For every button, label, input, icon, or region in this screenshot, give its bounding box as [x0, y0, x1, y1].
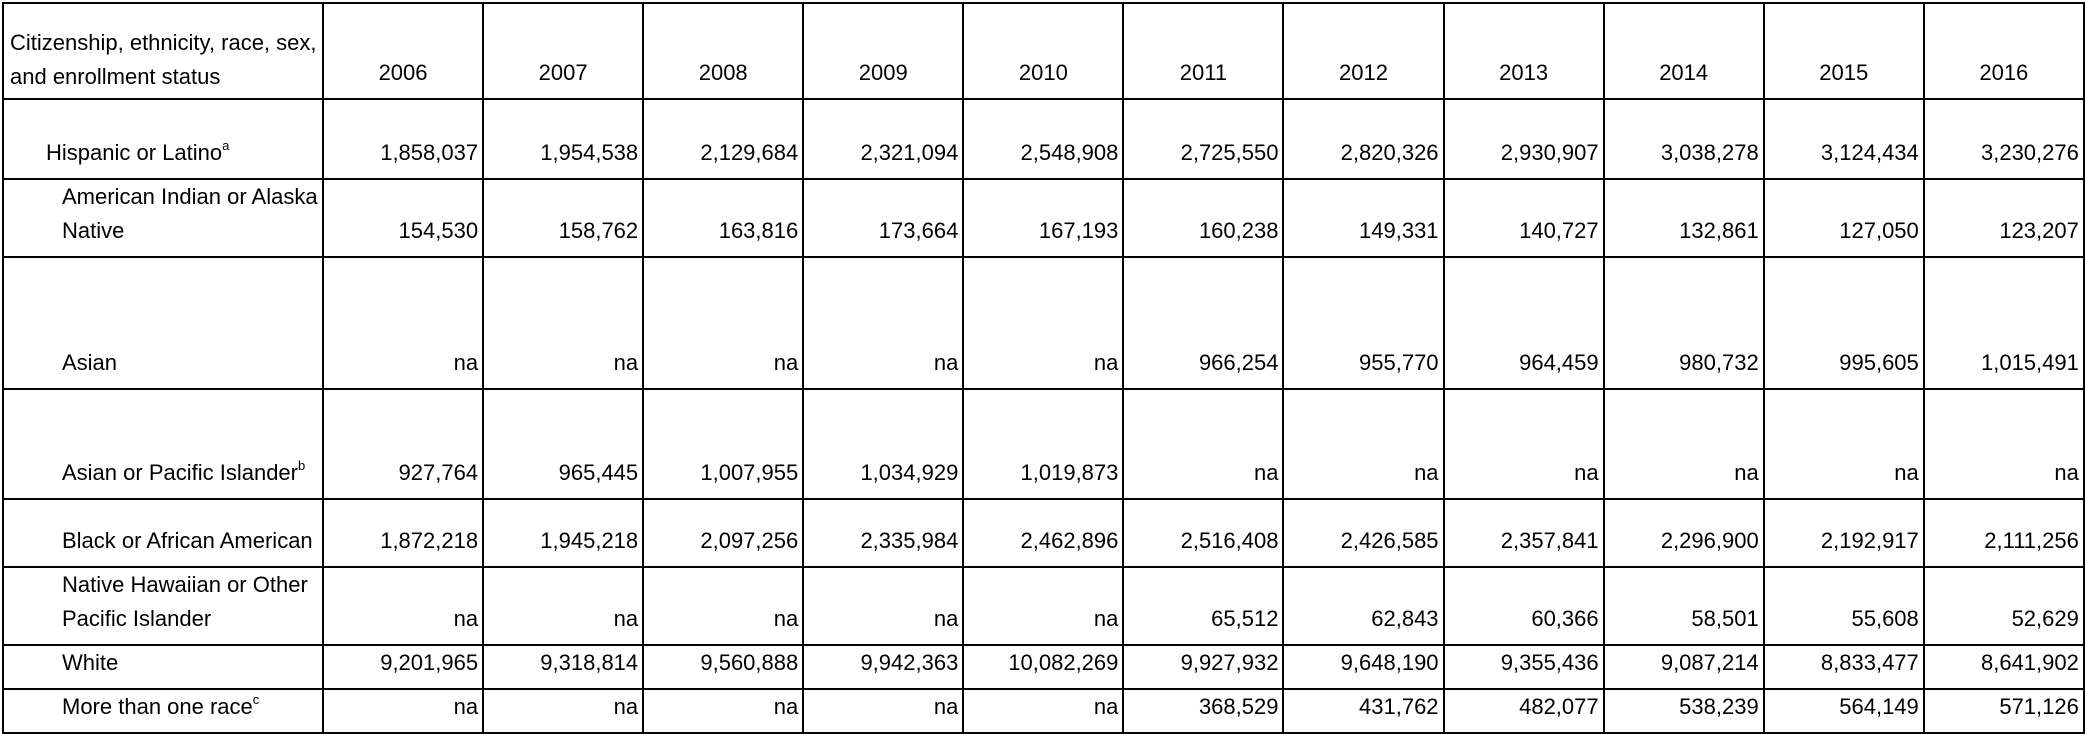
table-cell: 123,207: [1924, 179, 2084, 257]
table-cell: na: [1924, 389, 2084, 499]
table-cell: 2,321,094: [803, 99, 963, 179]
table-cell: 1,954,538: [483, 99, 643, 179]
table-cell: 965,445: [483, 389, 643, 499]
table-cell: na: [643, 689, 803, 733]
table-cell: na: [1604, 389, 1764, 499]
table-cell: 158,762: [483, 179, 643, 257]
table-cell: na: [643, 257, 803, 389]
table-cell: 55,608: [1764, 567, 1924, 645]
row-label: [3, 567, 323, 645]
table-cell: 2,462,896: [963, 499, 1123, 567]
table-cell: 368,529: [1123, 689, 1283, 733]
year-header: 2015: [1764, 3, 1924, 99]
table-cell: 1,019,873: [963, 389, 1123, 499]
table-cell: 9,927,932: [1123, 645, 1283, 689]
table-cell: 564,149: [1764, 689, 1924, 733]
table-row: [3, 179, 2084, 257]
footnote-marker: b: [298, 457, 306, 473]
table-row: [3, 645, 2084, 689]
table-cell: na: [803, 567, 963, 645]
table-cell: 9,201,965: [323, 645, 483, 689]
table-cell: 980,732: [1604, 257, 1764, 389]
row-label: [3, 645, 323, 689]
table-cell: 538,239: [1604, 689, 1764, 733]
table-body: [3, 99, 2084, 733]
table-cell: na: [323, 567, 483, 645]
table-cell: 9,648,190: [1283, 645, 1443, 689]
table-cell: na: [323, 257, 483, 389]
row-label-text: Hispanic or Latino: [46, 140, 223, 165]
year-header: 2008: [643, 3, 803, 99]
table-cell: 9,355,436: [1444, 645, 1604, 689]
table-cell: 132,861: [1604, 179, 1764, 257]
table-row: [3, 389, 2084, 499]
table-cell: 955,770: [1283, 257, 1443, 389]
table-cell: 1,015,491: [1924, 257, 2084, 389]
footnote-marker: c: [252, 691, 260, 707]
table-cell: 2,296,900: [1604, 499, 1764, 567]
year-header: 2006: [323, 3, 483, 99]
year-header: 2014: [1604, 3, 1764, 99]
table-cell: na: [1123, 389, 1283, 499]
table-cell: 52,629: [1924, 567, 2084, 645]
table-cell: 3,124,434: [1764, 99, 1924, 179]
row-label: [3, 257, 323, 389]
table-cell: 65,512: [1123, 567, 1283, 645]
row-label-text: More than one race: [62, 694, 253, 719]
table-cell: 1,872,218: [323, 499, 483, 567]
table-cell: 431,762: [1283, 689, 1443, 733]
table-cell: 2,111,256: [1924, 499, 2084, 567]
table-cell: 62,843: [1283, 567, 1443, 645]
table-cell: 163,816: [643, 179, 803, 257]
row-label-text: Native Hawaiian or Other Pacific Islander: [62, 572, 308, 631]
table-cell: na: [483, 257, 643, 389]
table-cell: 2,930,907: [1444, 99, 1604, 179]
table-cell: na: [643, 567, 803, 645]
table-cell: na: [963, 689, 1123, 733]
table-cell: 3,038,278: [1604, 99, 1764, 179]
table-cell: 571,126: [1924, 689, 2084, 733]
table-cell: 10,082,269: [963, 645, 1123, 689]
footnote-marker: a: [222, 137, 230, 153]
row-label-text: White: [62, 650, 119, 675]
year-header: 2013: [1444, 3, 1604, 99]
table-cell: 160,238: [1123, 179, 1283, 257]
table-cell: na: [803, 257, 963, 389]
table-cell: 2,357,841: [1444, 499, 1604, 567]
table-cell: na: [483, 567, 643, 645]
table-cell: 1,945,218: [483, 499, 643, 567]
table-cell: 9,318,814: [483, 645, 643, 689]
year-header: 2012: [1283, 3, 1443, 99]
table-cell: 2,129,684: [643, 99, 803, 179]
table-cell: 140,727: [1444, 179, 1604, 257]
table-cell: na: [323, 689, 483, 733]
row-label: [3, 689, 323, 733]
enrollment-table: [2, 2, 2085, 734]
table-cell: 9,087,214: [1604, 645, 1764, 689]
year-header: 2010: [963, 3, 1123, 99]
table-cell: 1,007,955: [643, 389, 803, 499]
year-header: 2011: [1123, 3, 1283, 99]
table-cell: 2,548,908: [963, 99, 1123, 179]
table-cell: 8,833,477: [1764, 645, 1924, 689]
row-label: [3, 99, 323, 179]
table-cell: 1,034,929: [803, 389, 963, 499]
table-cell: 2,820,326: [1283, 99, 1443, 179]
table-cell: 9,942,363: [803, 645, 963, 689]
table-cell: 964,459: [1444, 257, 1604, 389]
table-cell: 173,664: [803, 179, 963, 257]
table-cell: 927,764: [323, 389, 483, 499]
table-cell: 2,097,256: [643, 499, 803, 567]
table-cell: 9,560,888: [643, 645, 803, 689]
table-cell: na: [963, 257, 1123, 389]
table-cell: na: [803, 689, 963, 733]
table-row: [3, 567, 2084, 645]
row-label: [3, 499, 323, 567]
corner-header: Citizenship, ethnicity, race, sex, and enrollment status: [3, 3, 323, 99]
table-row: [3, 499, 2084, 567]
header-row: [3, 3, 2084, 99]
table-cell: na: [483, 689, 643, 733]
table-row: [3, 99, 2084, 179]
table-row: [3, 257, 2084, 389]
table-cell: 482,077: [1444, 689, 1604, 733]
table-cell: 995,605: [1764, 257, 1924, 389]
table-cell: 2,426,585: [1283, 499, 1443, 567]
row-label: [3, 179, 323, 257]
table-cell: 154,530: [323, 179, 483, 257]
table-row: [3, 689, 2084, 733]
table-cell: 58,501: [1604, 567, 1764, 645]
table-cell: 2,335,984: [803, 499, 963, 567]
table-cell: 2,516,408: [1123, 499, 1283, 567]
table-cell: na: [963, 567, 1123, 645]
year-header: 2016: [1924, 3, 2084, 99]
table-cell: 3,230,276: [1924, 99, 2084, 179]
table-cell: 2,725,550: [1123, 99, 1283, 179]
year-header: 2009: [803, 3, 963, 99]
table-cell: na: [1764, 389, 1924, 499]
table-cell: 149,331: [1283, 179, 1443, 257]
table-cell: 1,858,037: [323, 99, 483, 179]
row-label-text: American Indian or Alaska Native: [62, 184, 318, 243]
table-cell: 60,366: [1444, 567, 1604, 645]
year-header: 2007: [483, 3, 643, 99]
row-label: [3, 389, 323, 499]
row-label-text: Asian: [62, 350, 118, 375]
table-cell: 966,254: [1123, 257, 1283, 389]
table-cell: 127,050: [1764, 179, 1924, 257]
table-cell: na: [1444, 389, 1604, 499]
table-cell: na: [1283, 389, 1443, 499]
table-cell: 2,192,917: [1764, 499, 1924, 567]
table-cell: 167,193: [963, 179, 1123, 257]
row-label-text: Black or African American: [62, 528, 313, 553]
row-label-text: Asian or Pacific Islander: [62, 460, 298, 485]
table-cell: 8,641,902: [1924, 645, 2084, 689]
